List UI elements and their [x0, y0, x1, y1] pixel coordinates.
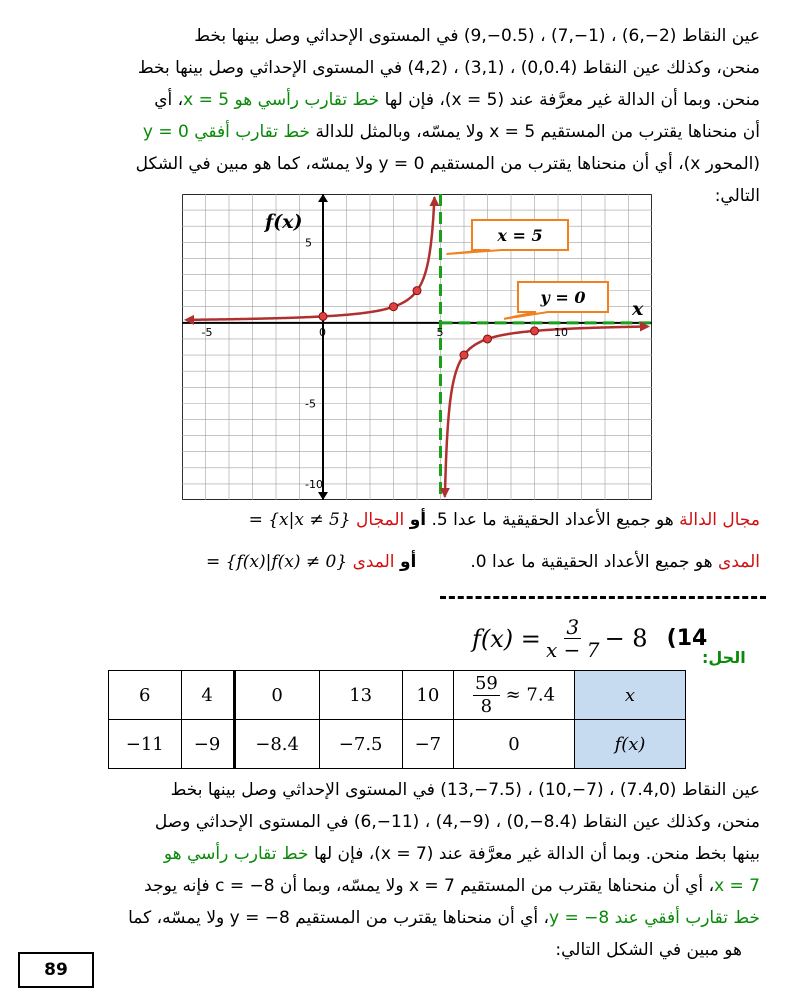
- data-point: [319, 312, 327, 320]
- p1-line3c: ، أي: [154, 90, 184, 110]
- p1-line6: التالي:: [714, 186, 760, 206]
- range-text: هو جميع الأعداد الحقيقية ما عدا 0.: [470, 552, 713, 572]
- p1-line1: عين النقاط (2−,6) ، (1−,7) ، (0.5−,9) في المستوى الإحداثي وصل بينها بخط: [194, 26, 760, 46]
- data-point: [413, 287, 421, 295]
- function-graph: [182, 194, 652, 500]
- table-cell: 6: [109, 671, 182, 720]
- table-cell: 13: [319, 671, 402, 720]
- y-tick-label: 5: [305, 236, 312, 250]
- p1-line3a: منحن. وبما أن الدالة غير معرَّفة عند (x = 5)، فإن لها: [384, 90, 760, 110]
- x-tick-label: 0: [319, 325, 326, 339]
- y-tick-label: -5: [305, 397, 316, 411]
- p1-line4: [40, 116, 760, 148]
- solution-label: الحل:: [702, 648, 746, 667]
- p1-line4a: أن منحناها يقترب من المستقيم x = 5 ولا يمسّه، وبالمثل للدالة: [315, 122, 760, 142]
- p2-line4b: ، أي أن منحناها يقترب من المستقيم x = 7 ولا يمسّه، وبما أن c = −8 فإنه يوجد: [144, 876, 715, 896]
- va-callout-text: x = 5: [497, 226, 543, 245]
- p2-line3: [40, 838, 760, 870]
- table-header-fx: f(x): [575, 720, 686, 769]
- table-header-x: x: [575, 671, 686, 720]
- p2-vertical-asymptote-eq: x = 7: [714, 876, 760, 896]
- page-number: 89: [18, 952, 94, 988]
- p1-line5: (المحور x)، أي أن منحناها يقترب من المستقيم y = 0 ولا يمسّه، كما هو مبين في الشكل: [135, 154, 760, 174]
- paragraph-1: [40, 20, 760, 212]
- domain-line: [40, 510, 760, 530]
- data-point: [460, 351, 468, 359]
- domain-math: = {x|x ≠ 5}: [248, 510, 351, 530]
- table-cell: 0: [234, 671, 319, 720]
- data-point: [531, 327, 539, 335]
- data-point: [390, 303, 398, 311]
- table-cell: −8.4: [234, 720, 319, 769]
- p2-line6: هو مبين في الشكل التالي:: [555, 940, 742, 960]
- range-line: [40, 552, 760, 572]
- y-axis-label: f(x): [265, 211, 303, 233]
- question-fraction: [546, 616, 599, 661]
- question-rest: − 8: [604, 624, 648, 653]
- table-row-fx: [109, 720, 686, 769]
- table-cell-fraction: [454, 671, 575, 720]
- p1-horizontal-asymptote-text: خط تقارب أفقي y = 0: [142, 122, 311, 142]
- y-tick-label: -10: [305, 477, 323, 491]
- p2-line3a: بينها بخط منحن. وبما أن الدالة غير معرَّفة عند (x = 7)، فإن لها: [313, 844, 760, 864]
- domain-or: أو: [409, 510, 427, 530]
- p2-line4: [40, 870, 760, 902]
- p1-line2: منحن، وكذلك عين النقاط (0,0.4) ، (3,1) ، (4,2) في المستوى الإحداثي وصل بينها بخط: [137, 58, 760, 78]
- frac-den: 8: [480, 695, 493, 717]
- range-label: المدى: [718, 552, 760, 572]
- range-or: أو: [399, 552, 417, 572]
- domain-text: هو جميع الأعداد الحقيقية ما عدا 5.: [431, 510, 674, 530]
- p2-vertical-asymptote-text: خط تقارب رأسي هو: [163, 844, 309, 864]
- question-lhs: f(x) =: [472, 624, 541, 653]
- p2-line1: عين النقاط (7.4,0) ، (7−,10) ، (7.5−,13) في المستوى الإحداثي وصل بينها بخط: [170, 780, 760, 800]
- p1-line3: [40, 84, 760, 116]
- question-denominator: x − 7: [545, 638, 600, 662]
- data-point: [484, 335, 492, 343]
- table-cell: −9: [181, 720, 234, 769]
- table-cell: −7.5: [319, 720, 402, 769]
- x-axis-label: x: [632, 297, 644, 320]
- range-math: = {f(x)|f(x) ≠ 0}: [205, 552, 348, 572]
- table-cell: −7: [402, 720, 453, 769]
- question-numerator: 3: [566, 615, 580, 639]
- paragraph-2: [40, 774, 760, 966]
- table-fraction: [473, 673, 500, 718]
- graph-grid: [182, 194, 652, 500]
- frac-approx: ≈ 7.4: [505, 684, 556, 705]
- table-cell: 10: [402, 671, 453, 720]
- range-label2: المدى: [352, 552, 395, 572]
- x-tick-label: 5: [436, 325, 444, 339]
- p2-line5: [40, 902, 760, 934]
- p2-line2: منحن، وكذلك عين النقاط (8.4−,0) ، (9−,4) ، (11−,6) في المستوى الإحداثي وصل: [154, 812, 760, 832]
- domain-label2: المجال: [356, 510, 405, 530]
- table-cell: 0: [454, 720, 575, 769]
- p1-vertical-asymptote-text: خط تقارب رأسي هو x = 5: [183, 90, 380, 110]
- table-row-x: [109, 671, 686, 720]
- table-cell: −11: [109, 720, 182, 769]
- separator-dashes: [440, 596, 766, 599]
- p2-line5b: ، أي أن منحناها يقترب من المستقيم y = −8 ولا يمسّه، كما: [128, 908, 549, 928]
- x-tick-label: 10: [554, 325, 568, 339]
- question-number: (14: [666, 626, 708, 651]
- table-cell: 4: [181, 671, 234, 720]
- x-tick-label: -5: [201, 325, 213, 339]
- ha-callout-text: y = 0: [540, 288, 586, 307]
- frac-num: 59: [474, 672, 498, 694]
- domain-label: مجال الدالة: [679, 510, 760, 530]
- values-table: [108, 670, 686, 769]
- p2-horizontal-asymptote-text: خط تقارب أفقي عند y = −8: [549, 908, 760, 928]
